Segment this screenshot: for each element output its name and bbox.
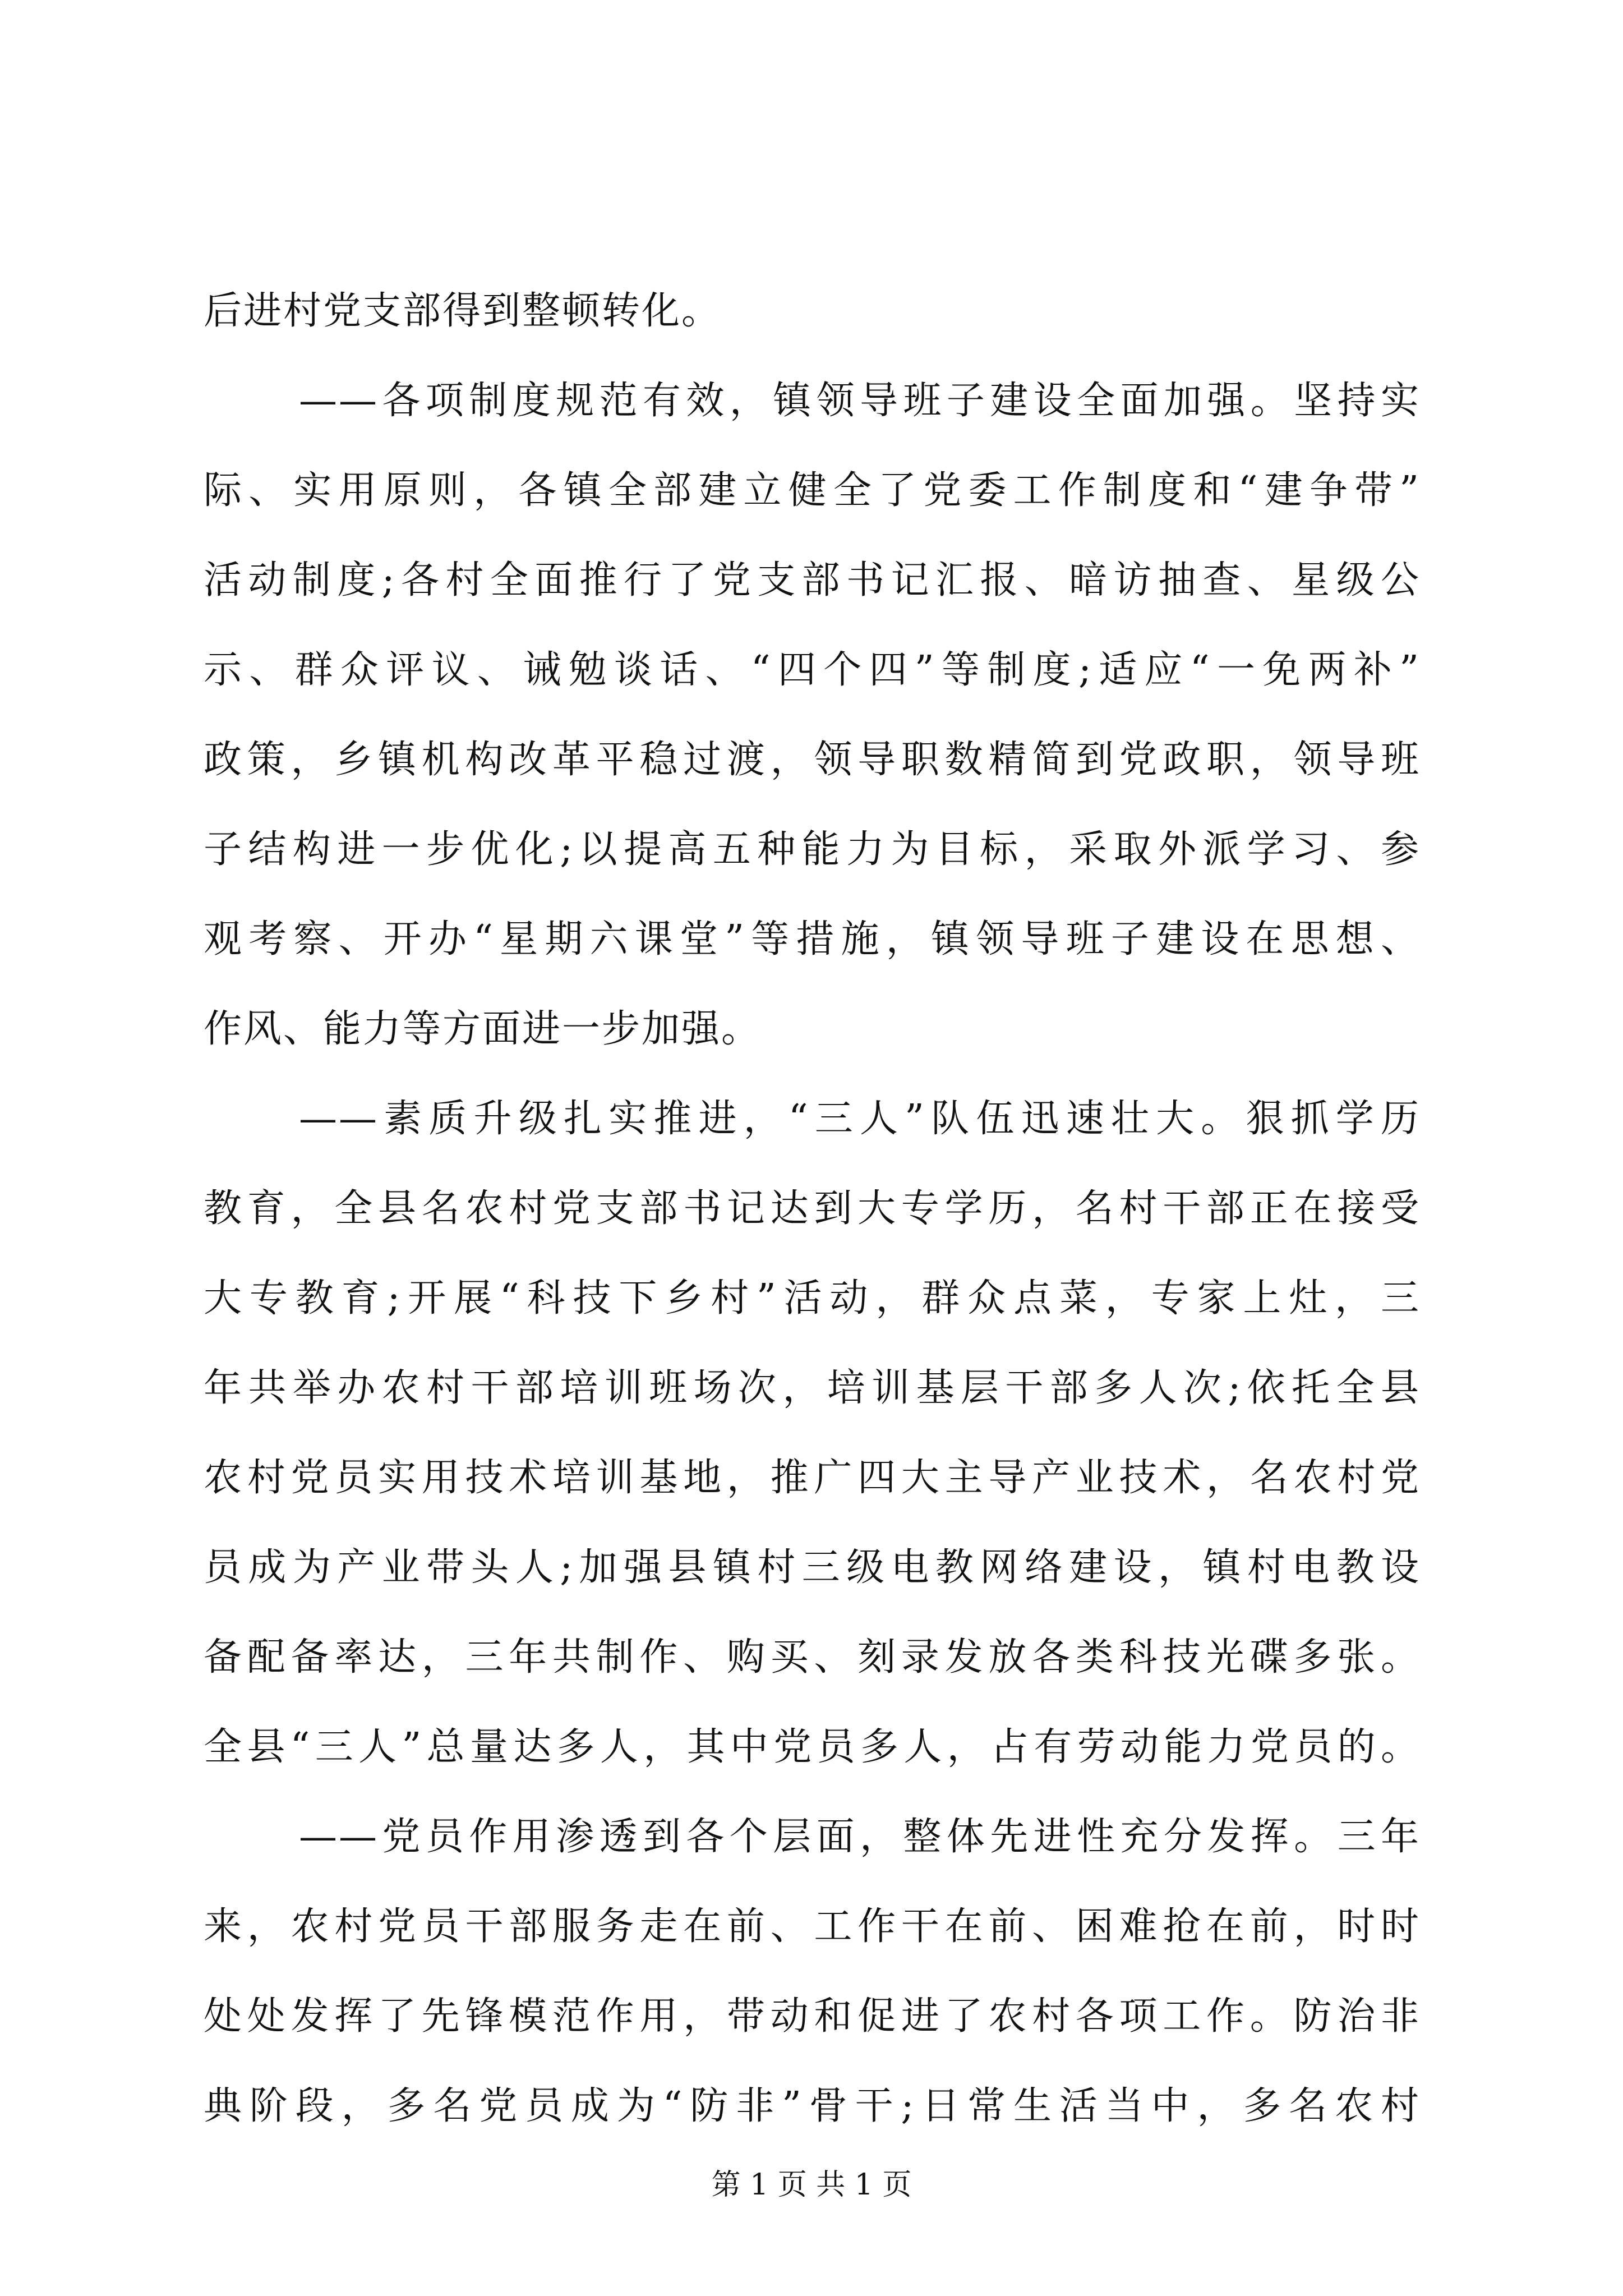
text-line: 际、实用原则，各镇全部建立健全了党委工作制度和“建争带” bbox=[204, 468, 1421, 513]
text-line: 政策，乡镇机构改革平稳过渡，领导职数精简到党政职，领导班 bbox=[204, 738, 1421, 782]
text-line: ——素质升级扎实推进，“三人”队伍迅速壮大。狠抓学历 bbox=[299, 1097, 1421, 1141]
text-line: ——党员作用渗透到各个层面，整体先进性充分发挥。三年 bbox=[299, 1815, 1421, 1859]
text-line: 教育，全县名农村党支部书记达到大专学历，名村干部正在接受 bbox=[204, 1186, 1421, 1231]
text-line: 年共举办农村干部培训班场次，培训基层干部多人次;依托全县 bbox=[204, 1366, 1421, 1410]
text-line: 农村党员实用技术培训基地，推广四大主导产业技术，名农村党 bbox=[204, 1456, 1421, 1500]
text-line: 处处发挥了先锋模范作用，带动和促进了农村各项工作。防治非 bbox=[204, 1994, 1421, 2039]
text-line: 全县“三人”总量达多人，其中党员多人，占有劳动能力党员的。 bbox=[204, 1725, 1421, 1769]
text-line: 作风、能力等方面进一步加强。 bbox=[204, 1007, 762, 1051]
text-line: 观考察、开办“星期六课堂”等措施，镇领导班子建设在思想、 bbox=[204, 917, 1421, 961]
page-number-label: 第 1 页 共 1 页 bbox=[711, 2168, 912, 2202]
page-footer bbox=[0, 2165, 1623, 2205]
text-line: 子结构进一步优化;以提高五种能力为目标，采取外派学习、参 bbox=[204, 827, 1421, 872]
text-line: 员成为产业带头人;加强县镇村三级电教网络建设，镇村电教设 bbox=[204, 1545, 1421, 1590]
text-line: 活动制度;各村全面推行了党支部书记汇报、暗访抽查、星级公 bbox=[204, 558, 1421, 602]
text-line: 典阶段，多名党员成为“防非”骨干;日常生活当中，多名农村 bbox=[204, 2084, 1421, 2128]
text-line: 后进村党支部得到整顿转化。 bbox=[204, 289, 722, 333]
text-line: 备配备率达，三年共制作、购买、刻录发放各类科技光碟多张。 bbox=[204, 1635, 1421, 1680]
text-line: ——各项制度规范有效，镇领导班子建设全面加强。坚持实 bbox=[299, 379, 1421, 423]
text-line: 来，农村党员干部服务走在前、工作干在前、困难抢在前，时时 bbox=[204, 1904, 1421, 1949]
text-line: 示、群众评议、诫勉谈话、“四个四”等制度;适应“一免两补” bbox=[204, 648, 1421, 692]
text-line: 大专教育;开展“科技下乡村”活动，群众点菜，专家上灶，三 bbox=[204, 1276, 1421, 1320]
